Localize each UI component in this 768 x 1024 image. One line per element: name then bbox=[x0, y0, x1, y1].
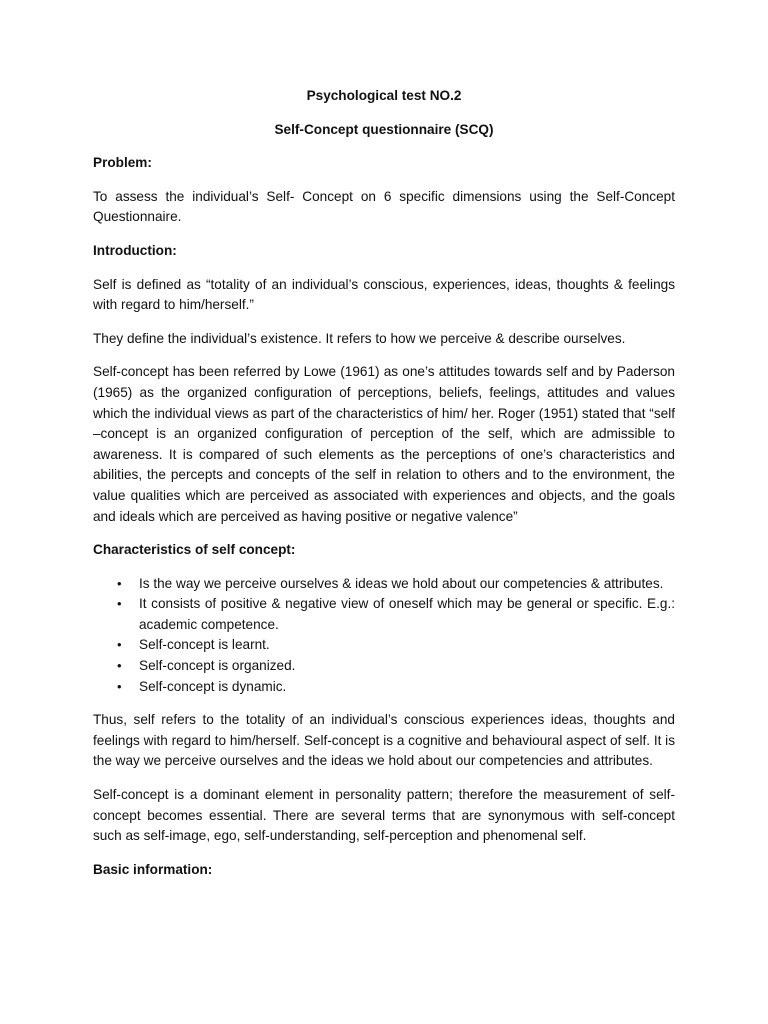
problem-text: To assess the individual’s Self- Concept on 6 specific dimensions using the Self-Concept Questionnaire. bbox=[93, 188, 675, 225]
bullet-icon: • bbox=[117, 658, 122, 674]
introduction-heading: Introduction: bbox=[93, 242, 177, 258]
list-item-text: It consists of positive & negative view of oneself which may be general or specific. E.g.: academic competence. bbox=[139, 596, 675, 632]
document-page bbox=[93, 86, 675, 893]
list-item-text: Self-concept is organized. bbox=[139, 658, 296, 674]
summary-paragraph-1: Thus, self refers to the totality of an individual’s conscious experiences ideas, thoughts and feelings with regard to him/herself. Self-concept is a cognitive and behavioural aspect of self. It is the way we perceive ourselves and the ideas we hold about our competencies and attributes. bbox=[93, 712, 675, 769]
list-item-text: Is the way we perceive ourselves & ideas we hold about our competencies & attributes. bbox=[139, 575, 664, 591]
bullet-icon: • bbox=[117, 575, 122, 591]
list-item-text: Self-concept is dynamic. bbox=[139, 678, 287, 694]
bullet-icon: • bbox=[117, 596, 122, 612]
intro-paragraph-2: They define the individual’s existence. It refers to how we perceive & describe ourselves. bbox=[93, 330, 626, 346]
bullet-icon: • bbox=[117, 637, 122, 653]
document-subtitle: Self-Concept questionnaire (SCQ) bbox=[274, 121, 494, 137]
list-item bbox=[117, 574, 675, 595]
summary-paragraph-2: Self-concept is a dominant element in personality pattern; therefore the measurement of self-concept becomes essential. There are several terms that are synonymous with self-concept such as self-image, ego, self-understanding, self-perception and phenomenal self. bbox=[93, 787, 675, 844]
list-item bbox=[117, 677, 675, 698]
characteristics-heading: Characteristics of self concept: bbox=[93, 542, 296, 558]
list-item bbox=[117, 594, 675, 635]
problem-heading: Problem: bbox=[93, 155, 152, 171]
bullet-icon: • bbox=[117, 678, 122, 694]
list-item bbox=[117, 635, 675, 656]
list-item bbox=[117, 656, 675, 677]
basic-information-heading: Basic information: bbox=[93, 861, 213, 877]
intro-paragraph-1: Self is defined as “totality of an individual’s conscious, experiences, ideas, thoughts & feelings with regard to him/herself.” bbox=[93, 276, 675, 313]
intro-paragraph-3: Self-concept has been referred by Lowe (1961) as one’s attitudes towards self and by Paderson (1965) as the organized configuration of perceptions, beliefs, feelings, attitudes and values which the individual views as part of the characteristics of him/ her. Roger (1951) stated that “self –concept is an organized configuration of perception of the self, which are admissible to awareness. It is compared of such elements as the perceptions of one’s characteristics and abilities, the percepts and concepts of the self in relation to others and to the environment, the value qualities which are perceived as associated with experiences and objects, and the goals and ideals which are perceived as having positive or negative valence” bbox=[93, 364, 675, 524]
document-title: Psychological test NO.2 bbox=[306, 88, 462, 103]
characteristics-list bbox=[93, 574, 675, 698]
list-item-text: Self-concept is learnt. bbox=[139, 637, 270, 653]
